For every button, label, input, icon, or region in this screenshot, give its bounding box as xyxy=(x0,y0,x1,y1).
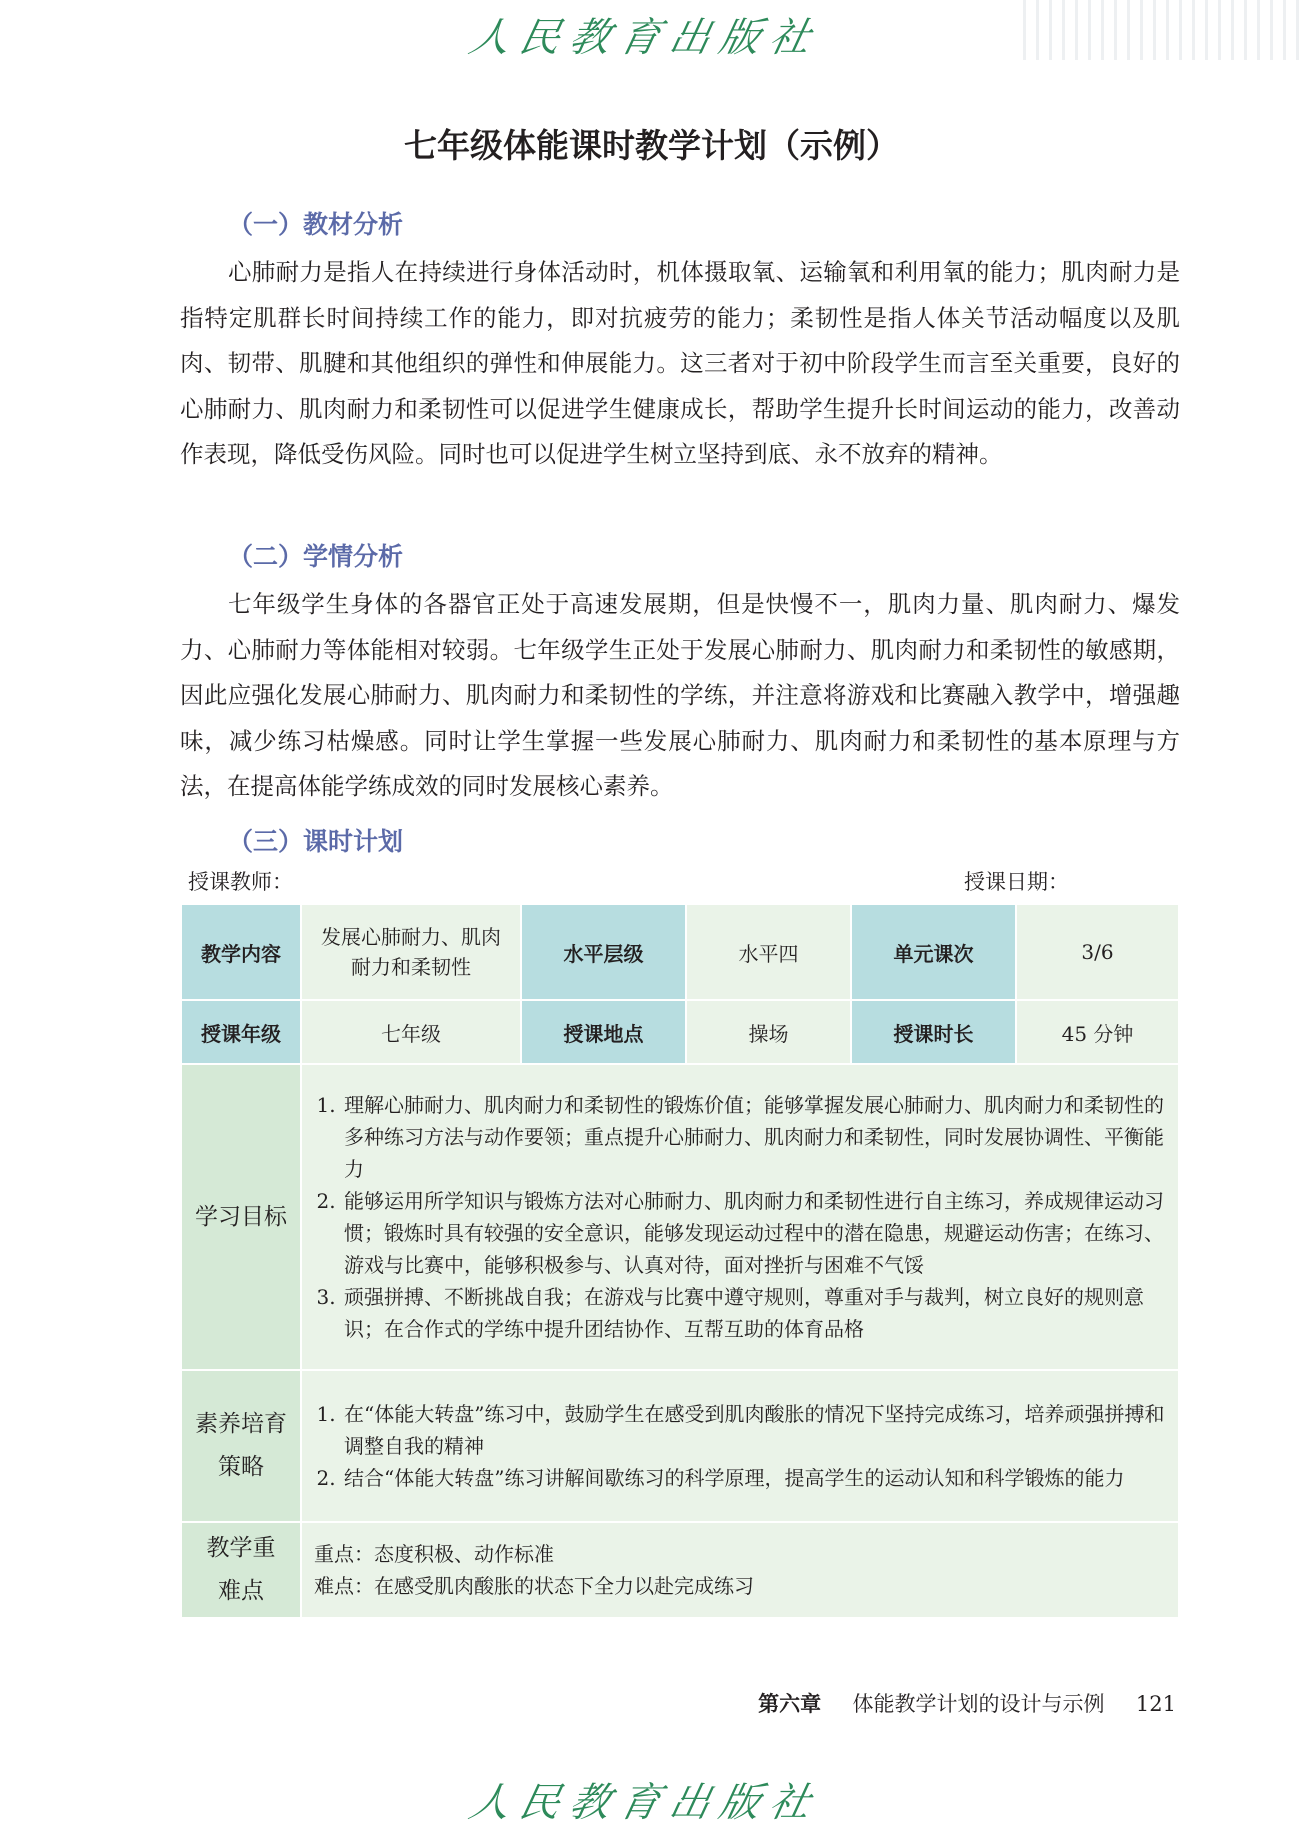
place-label-cell: 授课地点 xyxy=(521,1000,686,1064)
publisher-logo-bottom: 人民教育出版社 xyxy=(465,1780,825,1826)
section-heading-material: （一）教材分析 xyxy=(228,210,404,239)
objective-item: 3. 顽强拼搏、不断挑战自我；在游戏与比赛中遵守规则，尊重对手与裁判，树立良好的规则意识；在合作式的学练中提升团结协作、互帮互助的体育品格 xyxy=(342,1281,1168,1345)
page-footer xyxy=(758,1688,1176,1718)
footer-chapter-title: 体能教学计划的设计与示例 xyxy=(852,1692,1105,1716)
table-row xyxy=(181,1000,1179,1064)
footer-chapter: 第六章 xyxy=(758,1692,822,1716)
publisher-logo-top: 人民教育出版社 xyxy=(465,15,825,61)
key-points-label-line2: 难点 xyxy=(218,1578,264,1604)
strategy-content-cell xyxy=(301,1370,1179,1522)
level-label-cell: 水平层级 xyxy=(521,904,686,1000)
objective-item: 2. 能够运用所学知识与锻炼方法对心肺耐力、肌肉耐力和柔韧性进行自主练习，养成规律运动习惯；锻炼时具有较强的安全意识，能够发现运动过程中的潜在隐患，规避运动伤害；在练习、游戏与比赛中，能够积极参与、认真对待，面对挫折与困难不气馁 xyxy=(342,1185,1168,1281)
header-decoration xyxy=(1013,0,1303,60)
lesson-label-cell: 单元课次 xyxy=(851,904,1016,1000)
section-text-students: 七年级学生身体的各器官正处于高速发展期，但是快慢不一，肌肉力量、肌肉耐力、爆发力、心肺耐力等体能相对较弱。七年级学生正处于发展心肺耐力、肌肉耐力和柔韧性的敏感期，因此应强化发展心肺耐力、肌肉耐力和柔韧性的学练，并注意将游戏和比赛融入教学中，增强趣味，减少练习枯燥感。同时让学生掌握一些发展心肺耐力、肌肉耐力和柔韧性的基本原理与方法，在提高体能学练成效的同时发展核心素养。 xyxy=(180,590,1180,800)
duration-value-cell: 45 分钟 xyxy=(1016,1000,1179,1064)
lesson-plan-table xyxy=(180,903,1180,1619)
content-label-cell: 教学内容 xyxy=(181,904,301,1000)
strategy-label-line1: 素养培育 xyxy=(195,1411,287,1437)
table-row xyxy=(181,904,1179,1000)
grade-label-cell: 授课年级 xyxy=(181,1000,301,1064)
table-row xyxy=(181,1064,1179,1370)
grade-value-cell: 七年级 xyxy=(301,1000,521,1064)
page-title: 七年级体能课时教学计划（示例） xyxy=(404,126,899,165)
page-number: 121 xyxy=(1135,1692,1176,1716)
place-value-cell: 操场 xyxy=(686,1000,851,1064)
teacher-label: 授课教师： xyxy=(188,870,293,894)
key-points-content-cell xyxy=(301,1522,1179,1618)
date-label: 授课日期： xyxy=(964,870,1069,894)
strategy-item: 2. 结合“体能大转盘”练习讲解间歇练习的科学原理，提高学生的运动认知和科学锻炼的能力 xyxy=(342,1462,1168,1494)
key-point-focus: 重点：态度积极、动作标准 xyxy=(314,1542,554,1566)
strategy-label-cell xyxy=(181,1370,301,1522)
key-points-label-line1: 教学重 xyxy=(206,1535,276,1561)
strategy-label-line2: 策略 xyxy=(218,1454,264,1480)
objectives-label-cell: 学习目标 xyxy=(181,1064,301,1370)
lesson-value-cell: 3/6 xyxy=(1016,904,1179,1000)
strategy-item: 1. 在“体能大转盘”练习中，鼓励学生在感受到肌肉酸胀的情况下坚持完成练习，培养顽强拼搏和调整自我的精神 xyxy=(342,1398,1168,1462)
key-points-label-cell xyxy=(181,1522,301,1618)
section-heading-plan: （三）课时计划 xyxy=(228,827,404,856)
section-heading-students: （二）学情分析 xyxy=(228,542,404,571)
objective-item: 1. 理解心肺耐力、肌肉耐力和柔韧性的锻炼价值；能够掌握发展心肺耐力、肌肉耐力和柔韧性的多种练习方法与动作要领；重点提升心肺耐力、肌肉耐力和柔韧性，同时发展协调性、平衡能力 xyxy=(342,1089,1168,1185)
key-point-difficulty: 难点：在感受肌肉酸胀的状态下全力以赴完成练习 xyxy=(314,1574,754,1598)
section-text-material: 心肺耐力是指人在持续进行身体活动时，机体摄取氧、运输氧和利用氧的能力；肌肉耐力是指特定肌群长时间持续工作的能力，即对抗疲劳的能力；柔韧性是指人体关节活动幅度以及肌肉、韧带、肌腱和其他组织的弹性和伸展能力。这三者对于初中阶段学生而言至关重要，良好的心肺耐力、肌肉耐力和柔韧性可以促进学生健康成长，帮助学生提升长时间运动的能力，改善动作表现，降低受伤风险。同时也可以促进学生树立坚持到底、永不放弃的精神。 xyxy=(180,258,1180,468)
table-row xyxy=(181,1522,1179,1618)
duration-label-cell: 授课时长 xyxy=(851,1000,1016,1064)
content-value-cell: 发展心肺耐力、肌肉耐力和柔韧性 xyxy=(301,904,521,1000)
objectives-content-cell xyxy=(301,1064,1179,1370)
level-value-cell: 水平四 xyxy=(686,904,851,1000)
table-row xyxy=(181,1370,1179,1522)
